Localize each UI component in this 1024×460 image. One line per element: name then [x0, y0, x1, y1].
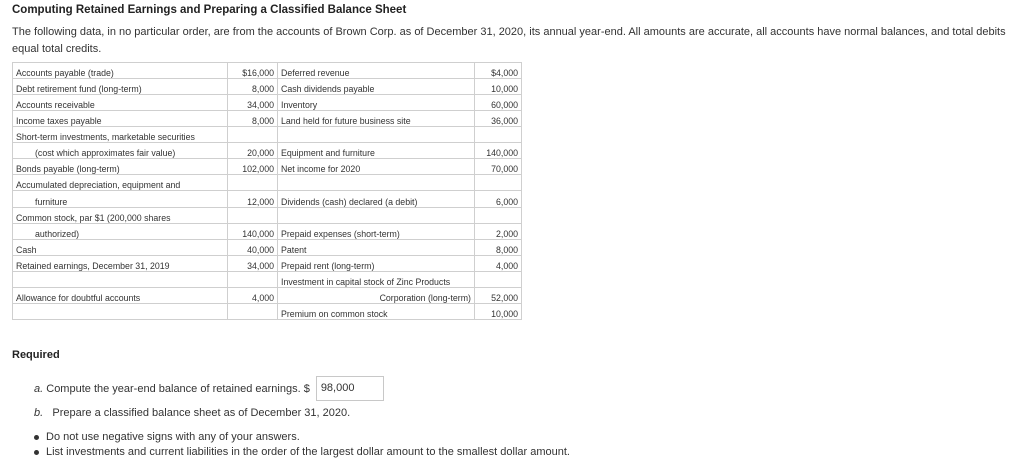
table-row [13, 208, 522, 224]
empty-cell [278, 127, 475, 143]
account-name: Prepaid expenses (short-term) [278, 224, 475, 240]
account-amount: 20,000 [228, 143, 278, 159]
account-name: Deferred revenue [278, 63, 475, 79]
account-amount: 12,000 [228, 191, 278, 208]
account-name: Land held for future business site [278, 111, 475, 127]
empty-cell [278, 175, 475, 191]
problem-title: Computing Retained Earnings and Preparing a Classified Balance Sheet [12, 4, 407, 16]
table-row [13, 159, 522, 175]
accounts-table [12, 62, 522, 320]
table-row [13, 256, 522, 272]
account-name: Investment in capital stock of Zinc Products [278, 272, 475, 288]
part-b-text: Prepare a classified balance sheet as of December 31, 2020. [52, 407, 351, 419]
list-item [34, 445, 570, 460]
account-amount: 8,000 [228, 111, 278, 127]
bullet-icon [34, 450, 39, 455]
account-name: Cash dividends payable [278, 79, 475, 95]
account-amount: 6,000 [475, 191, 522, 208]
account-amount: 8,000 [228, 79, 278, 95]
account-name: Debt retirement fund (long-term) [13, 79, 228, 95]
table-row [13, 127, 522, 143]
account-name: Accumulated depreciation, equipment and [13, 175, 228, 191]
empty-cell [228, 272, 278, 288]
account-name: Income taxes payable [13, 111, 228, 127]
account-amount: 140,000 [228, 224, 278, 240]
instruction-text: Do not use negative signs with any of your answers. [46, 431, 300, 443]
account-name: Dividends (cash) declared (a debit) [278, 191, 475, 208]
account-amount: 2,000 [475, 224, 522, 240]
list-item [34, 430, 570, 445]
empty-cell [475, 272, 522, 288]
table-row [13, 288, 522, 304]
empty-cell [475, 175, 522, 191]
empty-cell [228, 208, 278, 224]
account-amount: 70,000 [475, 159, 522, 175]
instruction-text: List investments and current liabilities in the order of the largest dollar amount to the smallest dollar amount. [46, 446, 570, 458]
account-name: Patent [278, 240, 475, 256]
account-name: authorized) [13, 224, 228, 240]
empty-cell [228, 175, 278, 191]
empty-cell [13, 304, 228, 320]
account-amount: 8,000 [475, 240, 522, 256]
table-row [13, 79, 522, 95]
table-row [13, 240, 522, 256]
account-amount: 60,000 [475, 95, 522, 111]
account-amount: 34,000 [228, 95, 278, 111]
account-amount: 40,000 [228, 240, 278, 256]
bullet-icon [34, 435, 39, 440]
account-amount: 34,000 [228, 256, 278, 272]
table-row [13, 224, 522, 240]
empty-cell [278, 208, 475, 224]
table-row [13, 175, 522, 191]
account-name: Premium on common stock [278, 304, 475, 320]
account-amount: $16,000 [228, 63, 278, 79]
account-amount: 10,000 [475, 304, 522, 320]
account-name: Inventory [278, 95, 475, 111]
account-name: Bonds payable (long-term) [13, 159, 228, 175]
table-row [13, 304, 522, 320]
part-b [34, 407, 350, 419]
account-name: Allowance for doubtful accounts [13, 288, 228, 304]
part-a-letter: a. [34, 382, 44, 395]
account-amount: 4,000 [228, 288, 278, 304]
part-a-text: Compute the year-end balance of retained earnings. $ [46, 382, 310, 395]
retained-earnings-answer-input[interactable]: 98,000 [316, 376, 384, 401]
empty-cell [228, 127, 278, 143]
required-heading: Required [12, 349, 60, 361]
account-name: Accounts receivable [13, 95, 228, 111]
account-amount: 102,000 [228, 159, 278, 175]
table-row [13, 143, 522, 159]
table-row [13, 63, 522, 79]
account-name: Corporation (long-term) [278, 288, 475, 304]
account-amount: $4,000 [475, 63, 522, 79]
account-name: Short-term investments, marketable securities [13, 127, 228, 143]
table-row [13, 272, 522, 288]
part-b-letter: b. [34, 407, 44, 419]
empty-cell [475, 208, 522, 224]
account-amount: 140,000 [475, 143, 522, 159]
account-name: Prepaid rent (long-term) [278, 256, 475, 272]
account-name: Net income for 2020 [278, 159, 475, 175]
table-row [13, 111, 522, 127]
account-name: Common stock, par $1 (200,000 shares [13, 208, 228, 224]
account-amount: 10,000 [475, 79, 522, 95]
part-a [34, 376, 384, 401]
account-name: Cash [13, 240, 228, 256]
account-amount: 36,000 [475, 111, 522, 127]
account-amount: 4,000 [475, 256, 522, 272]
account-name: Equipment and furniture [278, 143, 475, 159]
account-name: (cost which approximates fair value) [13, 143, 228, 159]
table-row [13, 191, 522, 208]
empty-cell [228, 304, 278, 320]
account-name: furniture [13, 191, 228, 208]
account-amount: 52,000 [475, 288, 522, 304]
instruction-list [34, 430, 570, 460]
problem-intro: The following data, in no particular order, are from the accounts of Brown Corp. as of December 31, 2020, its annual year-end. All amounts are accurate, all accounts have normal balances, and total debits equal total credits. [12, 26, 1006, 55]
table-row [13, 95, 522, 111]
empty-cell [13, 272, 228, 288]
account-name: Accounts payable (trade) [13, 63, 228, 79]
empty-cell [475, 127, 522, 143]
account-name: Retained earnings, December 31, 2019 [13, 256, 228, 272]
